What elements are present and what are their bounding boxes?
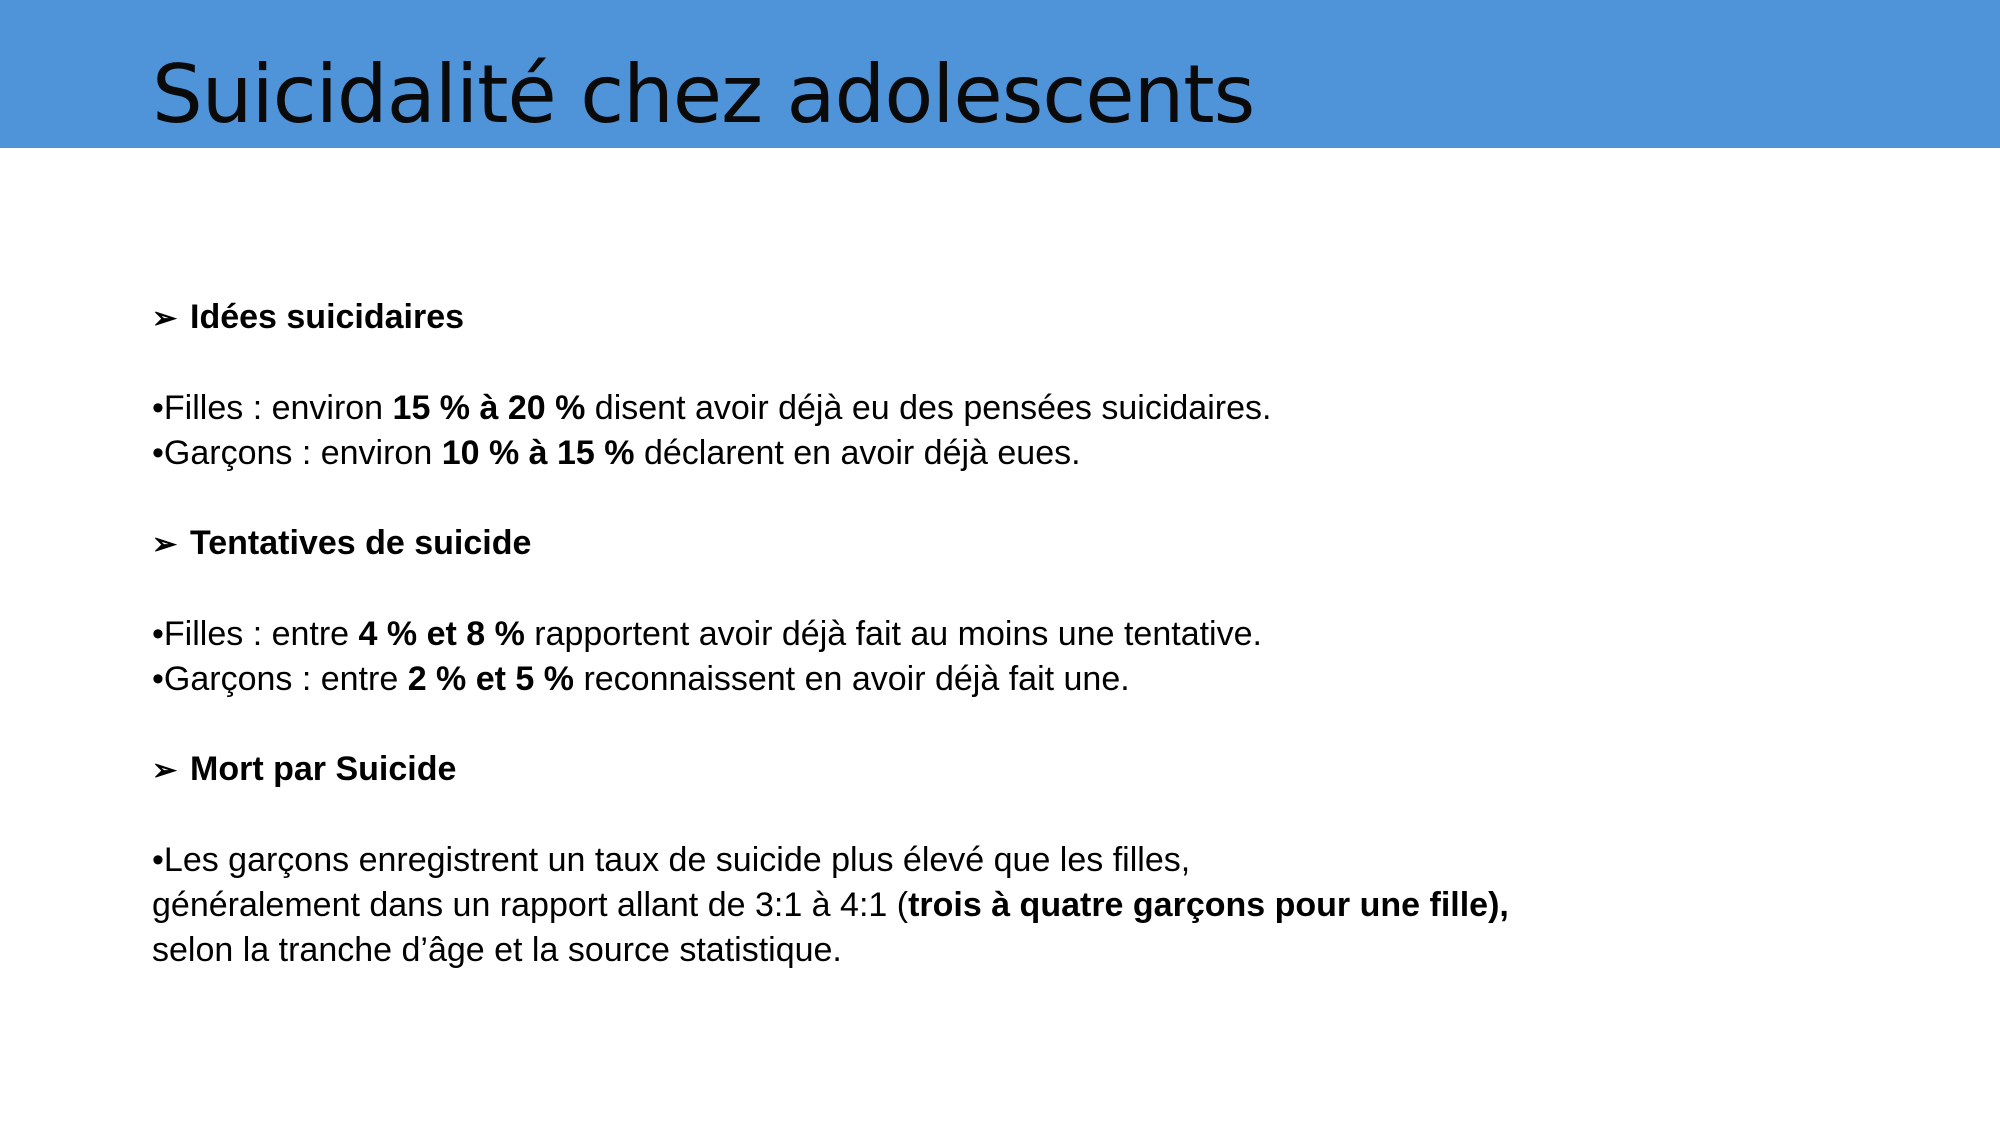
arrow-bullet-icon: ➢ — [152, 528, 178, 561]
stat-value: 4 % et 8 % — [358, 615, 525, 653]
arrow-bullet-icon: ➢ — [152, 754, 178, 787]
stat-text: disent avoir déjà eu des pensées suicidaires. — [585, 389, 1272, 427]
spacer — [152, 793, 1912, 838]
stat-line-attempts-garcons — [152, 657, 1912, 702]
stat-text: •Filles : entre — [152, 615, 359, 653]
section-heading-label: Tentatives de suicide — [190, 524, 532, 562]
section-heading-deaths — [152, 747, 1912, 793]
stat-value: 10 % à 15 % — [441, 434, 635, 472]
section-heading-ideas — [152, 295, 1912, 341]
deaths-line-2 — [152, 883, 1912, 928]
spacer — [152, 341, 1912, 386]
arrow-bullet-icon: ➢ — [152, 302, 178, 335]
stat-text: rapportent avoir déjà fait au moins une tentative. — [524, 615, 1262, 653]
slide-content — [152, 295, 1912, 973]
stat-line-ideas-garcons — [152, 431, 1912, 476]
stat-text: •Filles : environ — [152, 389, 393, 427]
section-heading-attempts — [152, 521, 1912, 567]
stat-value: trois à quatre garçons pour une fille), — [908, 886, 1509, 924]
stat-text: déclarent en avoir déjà eues. — [634, 434, 1081, 472]
section-heading-label: Idées suicidaires — [190, 298, 465, 336]
deaths-line-1: •Les garçons enregistrent un taux de suicide plus élevé que les filles, — [152, 841, 1191, 879]
spacer — [152, 476, 1912, 521]
stat-value: 15 % à 20 % — [392, 389, 586, 427]
section-heading-label: Mort par Suicide — [190, 750, 457, 788]
stat-text: généralement dans un rapport allant de 3:1 à 4:1 ( — [152, 886, 909, 924]
spacer — [152, 702, 1912, 747]
stat-text: •Garçons : environ — [152, 434, 442, 472]
slide-title: Suicidalité chez adolescents — [152, 48, 1255, 141]
stat-text: •Garçons : entre — [152, 660, 408, 698]
stat-value: 2 % et 5 % — [407, 660, 574, 698]
stat-text: reconnaissent en avoir déjà fait une. — [574, 660, 1130, 698]
stat-line-attempts-filles — [152, 612, 1912, 657]
deaths-line-3: selon la tranche d’âge et la source statistique. — [152, 931, 842, 969]
spacer — [152, 567, 1912, 612]
stat-line-ideas-filles — [152, 386, 1912, 431]
